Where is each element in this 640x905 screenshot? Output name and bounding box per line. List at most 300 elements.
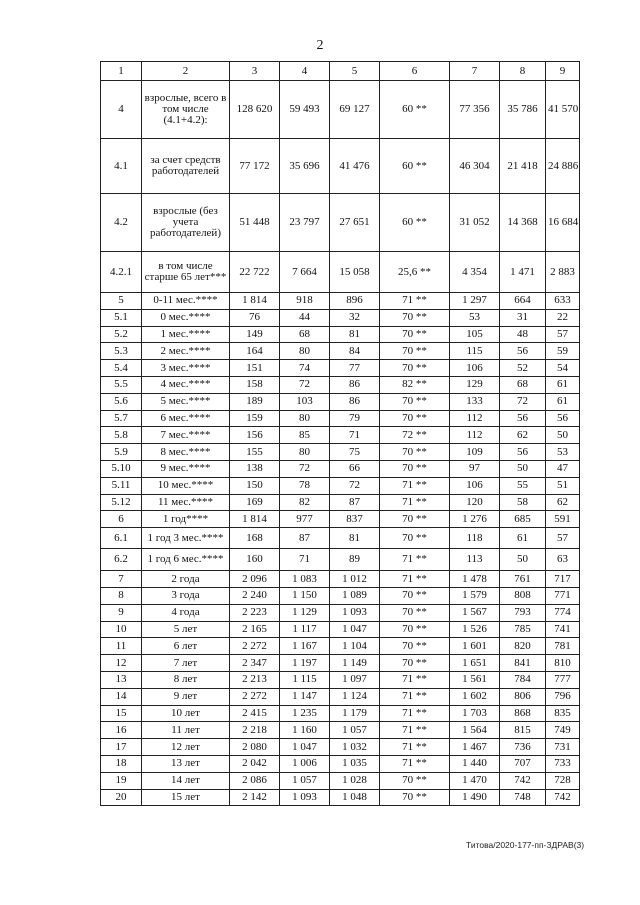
column-header: 1 xyxy=(101,62,142,81)
table-cell: 1 179 xyxy=(330,705,380,722)
table-cell: 56 xyxy=(500,444,546,461)
table-cell: 57 xyxy=(546,528,580,549)
table-cell: 2 223 xyxy=(230,604,280,621)
row-label-cell: 15 лет xyxy=(142,789,230,806)
table-cell: 664 xyxy=(500,293,546,310)
table-cell: 1 490 xyxy=(450,789,500,806)
table-cell: 72 ** xyxy=(380,427,450,444)
row-label-cell: 2 мес.**** xyxy=(142,343,230,360)
table-cell: 50 xyxy=(546,427,580,444)
table-cell: 72 xyxy=(280,376,330,393)
row-label-cell: 4 года xyxy=(142,604,230,621)
table-cell: 2 415 xyxy=(230,705,280,722)
table-cell: 158 xyxy=(230,376,280,393)
table-row xyxy=(101,638,580,655)
table-cell: 71 xyxy=(280,549,330,571)
table-cell: 41 476 xyxy=(330,139,380,194)
table-cell: 1 470 xyxy=(450,772,500,789)
table-cell: 105 xyxy=(450,326,500,343)
table-cell: 5.10 xyxy=(101,460,142,477)
table-row xyxy=(101,252,580,293)
table-cell: 70 ** xyxy=(380,326,450,343)
table-cell: 1 150 xyxy=(280,587,330,604)
table-cell: 151 xyxy=(230,360,280,377)
table-cell: 1 276 xyxy=(450,511,500,528)
table-cell: 150 xyxy=(230,477,280,494)
row-label-cell: 3 мес.**** xyxy=(142,360,230,377)
table-cell: 777 xyxy=(546,671,580,688)
table-cell: 5.8 xyxy=(101,427,142,444)
table-cell: 5.12 xyxy=(101,494,142,511)
table-row xyxy=(101,789,580,806)
table-cell: 159 xyxy=(230,410,280,427)
table-cell: 1 167 xyxy=(280,638,330,655)
table-cell: 4.1 xyxy=(101,139,142,194)
table-cell: 591 xyxy=(546,511,580,528)
table-cell: 70 ** xyxy=(380,528,450,549)
table-row xyxy=(101,477,580,494)
table-cell: 51 xyxy=(546,477,580,494)
table-row xyxy=(101,360,580,377)
table-cell: 70 ** xyxy=(380,360,450,377)
table-cell: 1 601 xyxy=(450,638,500,655)
table-cell: 160 xyxy=(230,549,280,571)
table-cell: 70 ** xyxy=(380,587,450,604)
table-cell: 793 xyxy=(500,604,546,621)
table-cell: 1 012 xyxy=(330,571,380,588)
table-cell: 71 ** xyxy=(380,688,450,705)
row-label-cell: 7 мес.**** xyxy=(142,427,230,444)
table-cell: 106 xyxy=(450,477,500,494)
table-row xyxy=(101,688,580,705)
table-row xyxy=(101,621,580,638)
table-cell: 1 149 xyxy=(330,655,380,672)
table-cell: 1 235 xyxy=(280,705,330,722)
page-number: 2 xyxy=(316,38,324,53)
table-row xyxy=(101,293,580,310)
table-cell: 77 172 xyxy=(230,139,280,194)
table-cell: 12 xyxy=(101,655,142,672)
table-cell: 1 124 xyxy=(330,688,380,705)
table-cell: 4.2 xyxy=(101,194,142,252)
table-cell: 685 xyxy=(500,511,546,528)
row-label-cell: 1 мес.**** xyxy=(142,326,230,343)
table-cell: 1 035 xyxy=(330,755,380,772)
table-row xyxy=(101,511,580,528)
table-cell: 68 xyxy=(280,326,330,343)
table-cell: 16 684 xyxy=(546,194,580,252)
table-cell: 70 ** xyxy=(380,444,450,461)
table-cell: 742 xyxy=(546,789,580,806)
table-cell: 1 814 xyxy=(230,511,280,528)
table-row xyxy=(101,393,580,410)
row-label-cell: за счет средств работодателей xyxy=(142,139,230,194)
table-cell: 50 xyxy=(500,460,546,477)
row-label-cell: 2 года xyxy=(142,571,230,588)
table-cell: 1 297 xyxy=(450,293,500,310)
table-cell: 1 814 xyxy=(230,293,280,310)
table-cell: 5.2 xyxy=(101,326,142,343)
table-cell: 80 xyxy=(280,444,330,461)
row-label-cell: 11 мес.**** xyxy=(142,494,230,511)
table-cell: 80 xyxy=(280,343,330,360)
table-row xyxy=(101,655,580,672)
table-cell: 2 042 xyxy=(230,755,280,772)
table-cell: 7 xyxy=(101,571,142,588)
table-row xyxy=(101,772,580,789)
table-cell: 25,6 ** xyxy=(380,252,450,293)
table-cell: 8 xyxy=(101,587,142,604)
table-cell: 44 xyxy=(280,309,330,326)
table-cell: 5.11 xyxy=(101,477,142,494)
table-cell: 2 272 xyxy=(230,688,280,705)
table-row xyxy=(101,705,580,722)
column-header: 2 xyxy=(142,62,230,81)
table-cell: 41 570 xyxy=(546,81,580,139)
table-cell: 1 083 xyxy=(280,571,330,588)
table-row xyxy=(101,309,580,326)
table-cell: 9 xyxy=(101,604,142,621)
table-cell: 70 ** xyxy=(380,621,450,638)
row-label-cell: 0 мес.**** xyxy=(142,309,230,326)
table-cell: 761 xyxy=(500,571,546,588)
column-header: 6 xyxy=(380,62,450,81)
table-cell: 60 ** xyxy=(380,81,450,139)
table-cell: 57 xyxy=(546,326,580,343)
table-cell: 76 xyxy=(230,309,280,326)
table-row xyxy=(101,139,580,194)
table-row xyxy=(101,194,580,252)
table-cell: 1 129 xyxy=(280,604,330,621)
column-header: 9 xyxy=(546,62,580,81)
table-row xyxy=(101,755,580,772)
table-cell: 120 xyxy=(450,494,500,511)
table-cell: 47 xyxy=(546,460,580,477)
data-table xyxy=(100,61,580,806)
table-cell: 71 ** xyxy=(380,477,450,494)
table-cell: 72 xyxy=(280,460,330,477)
table-cell: 1 579 xyxy=(450,587,500,604)
table-cell: 11 xyxy=(101,638,142,655)
table-cell: 61 xyxy=(546,393,580,410)
table-cell: 1 471 xyxy=(500,252,546,293)
table-cell: 728 xyxy=(546,772,580,789)
row-label-cell: 8 лет xyxy=(142,671,230,688)
table-cell: 868 xyxy=(500,705,546,722)
row-label-cell: 12 лет xyxy=(142,739,230,756)
table-cell: 717 xyxy=(546,571,580,588)
table-cell: 4 xyxy=(101,81,142,139)
table-cell: 58 xyxy=(500,494,546,511)
table-cell: 87 xyxy=(330,494,380,511)
table-cell: 155 xyxy=(230,444,280,461)
table-cell: 115 xyxy=(450,343,500,360)
table-cell: 748 xyxy=(500,789,546,806)
table-cell: 82 ** xyxy=(380,376,450,393)
table-cell: 733 xyxy=(546,755,580,772)
table-row xyxy=(101,326,580,343)
column-header: 8 xyxy=(500,62,546,81)
table-cell: 5.7 xyxy=(101,410,142,427)
table-cell: 1 028 xyxy=(330,772,380,789)
table-cell: 1 703 xyxy=(450,705,500,722)
table-cell: 60 ** xyxy=(380,194,450,252)
table-cell: 71 ** xyxy=(380,549,450,571)
table-cell: 6.2 xyxy=(101,549,142,571)
table-cell: 70 ** xyxy=(380,772,450,789)
table-cell: 16 xyxy=(101,722,142,739)
table-cell: 63 xyxy=(546,549,580,571)
table-cell: 61 xyxy=(546,376,580,393)
table-cell: 23 797 xyxy=(280,194,330,252)
table-cell: 72 xyxy=(330,477,380,494)
table-cell: 1 561 xyxy=(450,671,500,688)
table-cell: 69 127 xyxy=(330,81,380,139)
table-cell: 1 057 xyxy=(330,722,380,739)
row-label-cell: 5 лет xyxy=(142,621,230,638)
table-row xyxy=(101,722,580,739)
table-cell: 14 368 xyxy=(500,194,546,252)
table-cell: 1 564 xyxy=(450,722,500,739)
row-label-cell: 9 лет xyxy=(142,688,230,705)
table-cell: 24 886 xyxy=(546,139,580,194)
table-cell: 771 xyxy=(546,587,580,604)
table-row xyxy=(101,410,580,427)
table-cell: 2 213 xyxy=(230,671,280,688)
table-cell: 56 xyxy=(546,410,580,427)
table-cell: 1 048 xyxy=(330,789,380,806)
table-cell: 87 xyxy=(280,528,330,549)
table-cell: 78 xyxy=(280,477,330,494)
table-cell: 5 xyxy=(101,293,142,310)
table-cell: 70 ** xyxy=(380,309,450,326)
table-cell: 796 xyxy=(546,688,580,705)
table-cell: 118 xyxy=(450,528,500,549)
row-label-cell: 10 мес.**** xyxy=(142,477,230,494)
column-header: 4 xyxy=(280,62,330,81)
table-cell: 81 xyxy=(330,528,380,549)
table-row xyxy=(101,444,580,461)
table-cell: 896 xyxy=(330,293,380,310)
table-cell: 19 xyxy=(101,772,142,789)
table-cell: 13 xyxy=(101,671,142,688)
table-cell: 781 xyxy=(546,638,580,655)
row-label-cell: 7 лет xyxy=(142,655,230,672)
table-row xyxy=(101,739,580,756)
table-cell: 109 xyxy=(450,444,500,461)
table-cell: 71 xyxy=(330,427,380,444)
table-cell: 68 xyxy=(500,376,546,393)
table-cell: 31 xyxy=(500,309,546,326)
row-label-cell: взрослые, всего в том числе (4.1+4.2): xyxy=(142,81,230,139)
table-cell: 85 xyxy=(280,427,330,444)
table-cell: 810 xyxy=(546,655,580,672)
table-cell: 55 xyxy=(500,477,546,494)
table-cell: 742 xyxy=(500,772,546,789)
table-row xyxy=(101,671,580,688)
table-header-row xyxy=(101,62,580,81)
table-cell: 70 ** xyxy=(380,655,450,672)
table-cell: 6 xyxy=(101,511,142,528)
table-cell: 1 602 xyxy=(450,688,500,705)
table-cell: 169 xyxy=(230,494,280,511)
table-cell: 1 440 xyxy=(450,755,500,772)
table-cell: 918 xyxy=(280,293,330,310)
table-cell: 1 478 xyxy=(450,571,500,588)
table-cell: 74 xyxy=(280,360,330,377)
table-cell: 2 165 xyxy=(230,621,280,638)
table-cell: 1 567 xyxy=(450,604,500,621)
table-cell: 1 006 xyxy=(280,755,330,772)
table-cell: 81 xyxy=(330,326,380,343)
table-cell: 70 ** xyxy=(380,604,450,621)
table-cell: 5.6 xyxy=(101,393,142,410)
table-cell: 1 089 xyxy=(330,587,380,604)
table-cell: 2 883 xyxy=(546,252,580,293)
row-label-cell: 10 лет xyxy=(142,705,230,722)
table-cell: 53 xyxy=(546,444,580,461)
table-cell: 17 xyxy=(101,739,142,756)
table-row xyxy=(101,343,580,360)
table-cell: 112 xyxy=(450,410,500,427)
table-cell: 1 117 xyxy=(280,621,330,638)
row-label-cell: 11 лет xyxy=(142,722,230,739)
table-cell: 27 651 xyxy=(330,194,380,252)
table-cell: 10 xyxy=(101,621,142,638)
table-cell: 1 104 xyxy=(330,638,380,655)
table-cell: 837 xyxy=(330,511,380,528)
row-label-cell: 8 мес.**** xyxy=(142,444,230,461)
table-cell: 1 097 xyxy=(330,671,380,688)
table-cell: 89 xyxy=(330,549,380,571)
row-label-cell: 5 мес.**** xyxy=(142,393,230,410)
table-cell: 70 ** xyxy=(380,343,450,360)
table-cell: 1 115 xyxy=(280,671,330,688)
table-cell: 32 xyxy=(330,309,380,326)
table-cell: 106 xyxy=(450,360,500,377)
table-cell: 4 354 xyxy=(450,252,500,293)
row-label-cell: 4 мес.**** xyxy=(142,376,230,393)
table-cell: 1 093 xyxy=(280,789,330,806)
table-cell: 1 093 xyxy=(330,604,380,621)
table-cell: 70 ** xyxy=(380,393,450,410)
table-row xyxy=(101,494,580,511)
table-cell: 149 xyxy=(230,326,280,343)
table-cell: 56 xyxy=(500,343,546,360)
table-cell: 31 052 xyxy=(450,194,500,252)
table-cell: 7 664 xyxy=(280,252,330,293)
table-cell: 75 xyxy=(330,444,380,461)
table-cell: 835 xyxy=(546,705,580,722)
table-cell: 62 xyxy=(500,427,546,444)
table-cell: 2 096 xyxy=(230,571,280,588)
table-cell: 731 xyxy=(546,739,580,756)
table-cell: 77 xyxy=(330,360,380,377)
table-cell: 736 xyxy=(500,739,546,756)
table-cell: 52 xyxy=(500,360,546,377)
table-cell: 1 047 xyxy=(280,739,330,756)
table-cell: 5.5 xyxy=(101,376,142,393)
table-cell: 841 xyxy=(500,655,546,672)
table-cell: 168 xyxy=(230,528,280,549)
table-cell: 50 xyxy=(500,549,546,571)
table-cell: 53 xyxy=(450,309,500,326)
table-cell: 66 xyxy=(330,460,380,477)
table-cell: 70 ** xyxy=(380,460,450,477)
table-cell: 1 160 xyxy=(280,722,330,739)
table-cell: 1 057 xyxy=(280,772,330,789)
row-label-cell: 6 мес.**** xyxy=(142,410,230,427)
table-cell: 77 356 xyxy=(450,81,500,139)
table-cell: 128 620 xyxy=(230,81,280,139)
table-cell: 808 xyxy=(500,587,546,604)
table-cell: 15 058 xyxy=(330,252,380,293)
column-header: 3 xyxy=(230,62,280,81)
row-label-cell: 0-11 мес.**** xyxy=(142,293,230,310)
table-cell: 164 xyxy=(230,343,280,360)
column-header: 5 xyxy=(330,62,380,81)
table-cell: 1 651 xyxy=(450,655,500,672)
table-cell: 815 xyxy=(500,722,546,739)
table-cell: 84 xyxy=(330,343,380,360)
table-cell: 18 xyxy=(101,755,142,772)
table-cell: 785 xyxy=(500,621,546,638)
row-label-cell: 3 года xyxy=(142,587,230,604)
table-cell: 82 xyxy=(280,494,330,511)
table-cell: 977 xyxy=(280,511,330,528)
table-cell: 133 xyxy=(450,393,500,410)
table-cell: 86 xyxy=(330,376,380,393)
table-cell: 784 xyxy=(500,671,546,688)
table-cell: 112 xyxy=(450,427,500,444)
table-cell: 1 467 xyxy=(450,739,500,756)
table-cell: 70 ** xyxy=(380,638,450,655)
table-cell: 189 xyxy=(230,393,280,410)
table-cell: 103 xyxy=(280,393,330,410)
table-cell: 14 xyxy=(101,688,142,705)
table-row xyxy=(101,376,580,393)
table-cell: 633 xyxy=(546,293,580,310)
document-code: Титова/2020-177-пп-ЗДРАВ(3) xyxy=(466,840,585,850)
table-row xyxy=(101,571,580,588)
table-cell: 20 xyxy=(101,789,142,806)
table-cell: 2 240 xyxy=(230,587,280,604)
table-cell: 2 080 xyxy=(230,739,280,756)
table-cell: 71 ** xyxy=(380,722,450,739)
row-label-cell: 9 мес.**** xyxy=(142,460,230,477)
table-cell: 4.2.1 xyxy=(101,252,142,293)
table-cell: 1 032 xyxy=(330,739,380,756)
table-cell: 1 526 xyxy=(450,621,500,638)
table-cell: 71 ** xyxy=(380,671,450,688)
row-label-cell: 14 лет xyxy=(142,772,230,789)
table-cell: 156 xyxy=(230,427,280,444)
table-cell: 35 786 xyxy=(500,81,546,139)
row-label-cell: 1 год 3 мес.**** xyxy=(142,528,230,549)
table-cell: 113 xyxy=(450,549,500,571)
table-cell: 22 722 xyxy=(230,252,280,293)
table-cell: 62 xyxy=(546,494,580,511)
row-label-cell: 1 год**** xyxy=(142,511,230,528)
table-cell: 138 xyxy=(230,460,280,477)
row-label-cell: 13 лет xyxy=(142,755,230,772)
table-cell: 774 xyxy=(546,604,580,621)
table-cell: 72 xyxy=(500,393,546,410)
table-row xyxy=(101,528,580,549)
table-cell: 2 142 xyxy=(230,789,280,806)
table-cell: 71 ** xyxy=(380,571,450,588)
table-cell: 70 ** xyxy=(380,789,450,806)
